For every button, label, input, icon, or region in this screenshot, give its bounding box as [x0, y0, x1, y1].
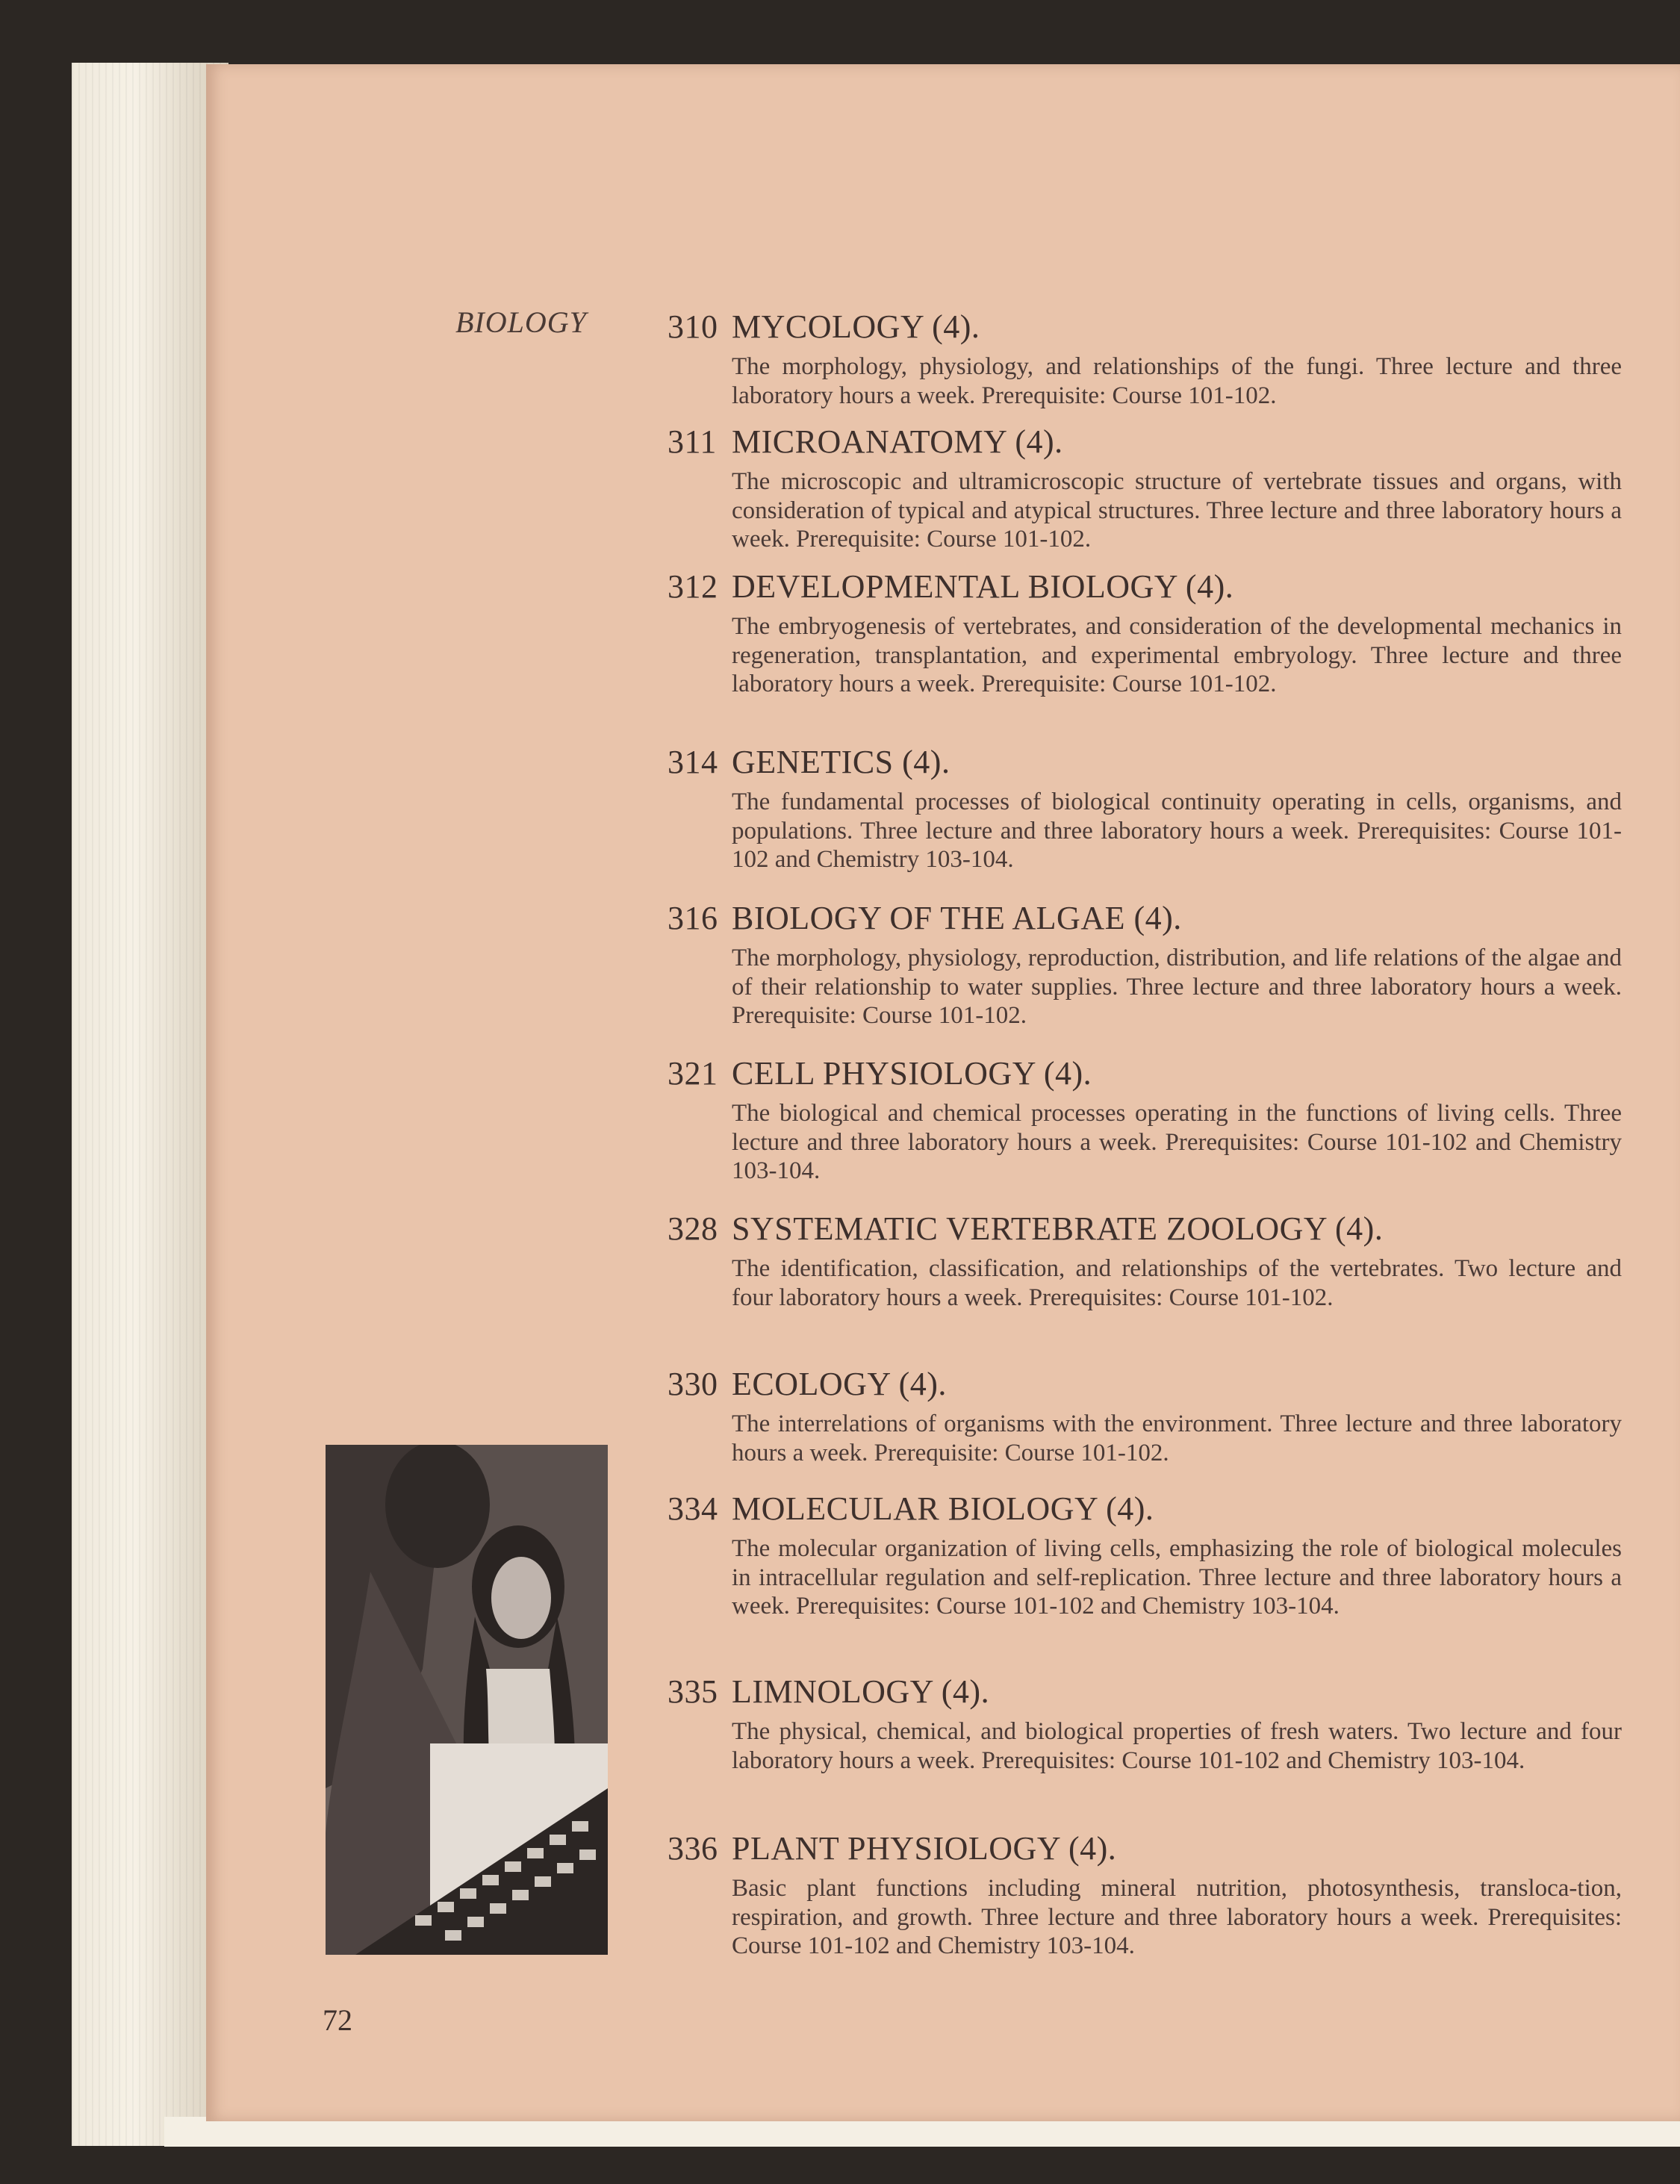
course-title: BIOLOGY OF THE ALGAE (4). [732, 900, 1182, 936]
course-title: CELL PHYSIOLOGY (4). [732, 1055, 1092, 1092]
course-title: DEVELOPMENTAL BIOLOGY (4). [732, 568, 1234, 605]
department-heading: BIOLOGY [455, 305, 587, 339]
course-title: MICROANATOMY (4). [732, 423, 1063, 460]
course-number: 328 [668, 1210, 718, 1247]
course-entry [668, 1673, 1623, 1775]
course-description: The fundamental processes of biological continuity operating in cells, organisms, and populations. Three lecture and three laboratory hours a week. Prerequisites: Course 101-102 and Chemistry 103-104. [732, 788, 1622, 873]
course-description: The morphology, physiology, and relationships of the fungi. Three lecture and three laboratory hours a week. Prerequisite: Course 101-102. [732, 353, 1622, 409]
course-title: SYSTEMATIC VERTEBRATE ZOOLOGY (4). [732, 1210, 1384, 1247]
course-number: 330 [668, 1366, 718, 1402]
course-entry [668, 1365, 1623, 1467]
course-description: The interrelations of organisms with the environment. Three lecture and three laboratory hours a week. Prerequisite: Course 101-102. [732, 1410, 1622, 1466]
course-description: The molecular organization of living cells, emphasizing the role of biological molecules in intracellular regulation and self-replication. Three lecture and three laboratory hours a week. Prerequisites: Course 101-102 and Chemistry 103-104. [732, 1535, 1622, 1620]
course-number: 310 [668, 308, 718, 345]
course-number: 316 [668, 900, 718, 936]
course-description: The biological and chemical processes operating in the functions of living cells. Three lecture and three laboratory hours a week. Prerequisites: Course 101-102 and Chemistry 103-104. [732, 1100, 1622, 1184]
course-title: LIMNOLOGY (4). [732, 1673, 990, 1710]
course-number: 314 [668, 744, 718, 780]
course-entry [668, 567, 1623, 699]
course-description: The identification, classification, and relationships of the vertebrates. Two lecture and four laboratory hours a week. Prerequisites: Course 101-102. [732, 1255, 1622, 1311]
course-number: 335 [668, 1673, 718, 1710]
course-number: 312 [668, 568, 718, 605]
course-entry [668, 899, 1623, 1030]
course-description: Basic plant functions including mineral nutrition, photosynthesis, transloca-tion, respiration, and growth. Three lecture and three laboratory hours a week. Prerequisites: Course 101-102 and Chemistry 103-104. [732, 1875, 1622, 1959]
course-title: GENETICS (4). [732, 744, 951, 780]
course-description: The morphology, physiology, reproduction, distribution, and life relations of the algae and of their relationship to water supplies. Three lecture and three laboratory hours a week. Prerequisite: Course 101-102. [732, 945, 1622, 1029]
course-entry [668, 743, 1623, 874]
book-page-edges [72, 63, 228, 2146]
course-number: 334 [668, 1490, 718, 1527]
course-entry [668, 1490, 1623, 1621]
course-entry [668, 423, 1623, 554]
course-title: PLANT PHYSIOLOGY (4). [732, 1830, 1117, 1867]
course-title: MOLECULAR BIOLOGY (4). [732, 1490, 1154, 1527]
course-description: The microscopic and ultramicroscopic structure of vertebrate tissues and organs, with consideration of typical and atypical structures. Three lecture and three laboratory hours a week. Prerequisite: Course 101-102. [732, 468, 1622, 553]
course-entry [668, 1210, 1623, 1312]
course-description: The physical, chemical, and biological properties of fresh waters. Two lecture and four laboratory hours a week. Prerequisites: Course 101-102 and Chemistry 103-104. [732, 1718, 1622, 1774]
students-at-lab-desk-photo [326, 1445, 608, 1955]
course-number: 321 [668, 1055, 718, 1092]
course-entry [668, 308, 1623, 410]
course-description: The embryogenesis of vertebrates, and consideration of the developmental mechanics in regeneration, transplantation, and experimental embryology. Three lecture and three laboratory hours a week. Prerequisite: Course 101-102. [732, 613, 1622, 697]
course-number: 336 [668, 1830, 718, 1867]
course-title: ECOLOGY (4). [732, 1366, 947, 1402]
page-number: 72 [323, 2003, 352, 2037]
course-entry [668, 1829, 1623, 1961]
course-title: MYCOLOGY (4). [732, 308, 980, 345]
course-number: 311 [668, 423, 717, 460]
book-bottom-edge [164, 2117, 1680, 2147]
course-entry [668, 1054, 1623, 1186]
